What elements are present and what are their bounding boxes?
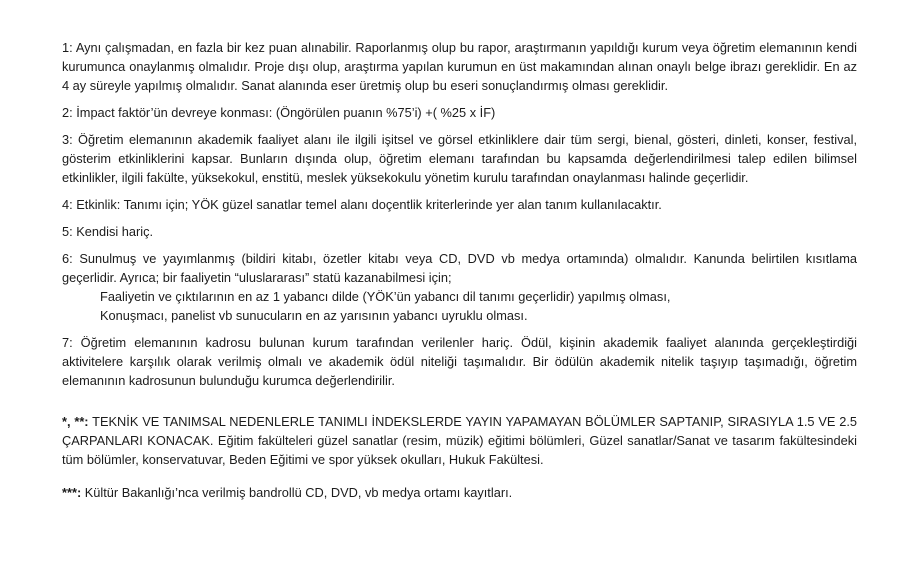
footnote-6-text: 6: Sunulmuş ve yayımlanmış (bildiri kitabı, özetler kitabı veya CD, DVD vb medya ortamında) olmalıdır. Kanunda belirtilen kısıtlama geçerlidir. Ayrıca; bir faaliyetin “uluslararası” statü kazanabilmesi için; [62, 251, 857, 285]
footnote-double-asterisk-text: TEKNİK VE TANIMSAL NEDENLERLE TANIMLI İNDEKSLERDE YAYIN YAPAMAYAN BÖLÜMLER SAPTANIP, SIRASIYLA 1.5 VE 2.5 ÇARPANLARI KONACAK. Eğitim fakülteleri güzel sanatlar (resim, müzik) eğitimi bölümleri, Güzel sanatlar/Sanat ve tasarım fakültesindeki tüm bölümler, konservatuvar, Beden Eğitimi ve spor yüksek okulları, Hukuk Fakültesi. [62, 414, 857, 467]
footnote-double-asterisk [62, 412, 857, 469]
footnote-6-subitem: Faaliyetin ve çıktılarının en az 1 yabancı dilde (YÖK’ün yabancı dil tanımı geçerlidir) yapılmış olması, [100, 289, 671, 304]
footnote-triple-asterisk-text: Kültür Bakanlığı’nca verilmiş bandrollü CD, DVD, vb medya ortamı kayıtları. [81, 485, 513, 500]
footnote-triple-asterisk [62, 483, 857, 502]
footnote-6 [62, 249, 857, 325]
footnote-1: 1: Aynı çalışmadan, en fazla bir kez puan alınabilir. Raporlanmış olup bu rapor, araştırmanın yapıldığı kurum veya öğretim elemanının kendi kurumunca onaylanmış olmalıdır. Proje dışı olup, araştırma yapılan kurumun en üst makamından alınan onaylı belge ibrazı gereklidir. En az 4 ay süreyle yapılmış olmalıdır. Sanat alanında eser üretmiş olup bu eseri sonuçlandırmış olması gereklidir. [62, 40, 857, 93]
footnote-7: 7: Öğretim elemanının kadrosu bulunan kurum tarafından verilenler hariç. Ödül, kişinin akademik faaliyet alanında gerçekleştirdiği aktivitelere karşılık olarak verilmiş olmalı ve akademik ödül niteliği taşımalıdır. Bir ödülün akademik nitelik taşıyıp taşımadığı, öğretim elemanının kadrosunun bulunduğu kurumca değerlendirilir. [62, 335, 857, 388]
footnote-double-asterisk-label: *, **: [62, 414, 89, 429]
footnote-2: 2: İmpact faktör’ün devreye konması: (Öngörülen puanın %75’i) +( %25 x İF) [62, 105, 496, 120]
footnote-triple-asterisk-label: ***: [62, 485, 82, 500]
footnote-5: 5: Kendisi hariç. [62, 224, 154, 239]
footnote-3: 3: Öğretim elemanının akademik faaliyet alanı ile ilgili işitsel ve görsel etkinliklere dair tüm sergi, bienal, gösteri, dinleti, konser, festival, gösterim etkinliklerini kapsar. Bunların dışında olup, öğretim elemanı tarafından bu kapsamda değerlendirilmesi talep edilen bilimsel etkinlikler, ilgili fakülte, yüksekokul, enstitü, meslek yüksekokulu yönetim kurulu tarafından onaylanması halinde geçerlidir. [62, 132, 857, 185]
footnote-6-subitem: Konuşmacı, panelist vb sunucuların en az yarısının yabancı uyruklu olması. [100, 308, 528, 323]
footnote-4: 4: Etkinlik: Tanımı için; YÖK güzel sanatlar temel alanı doçentlik kriterlerinde yer alan tanım kullanılacaktır. [62, 197, 662, 212]
